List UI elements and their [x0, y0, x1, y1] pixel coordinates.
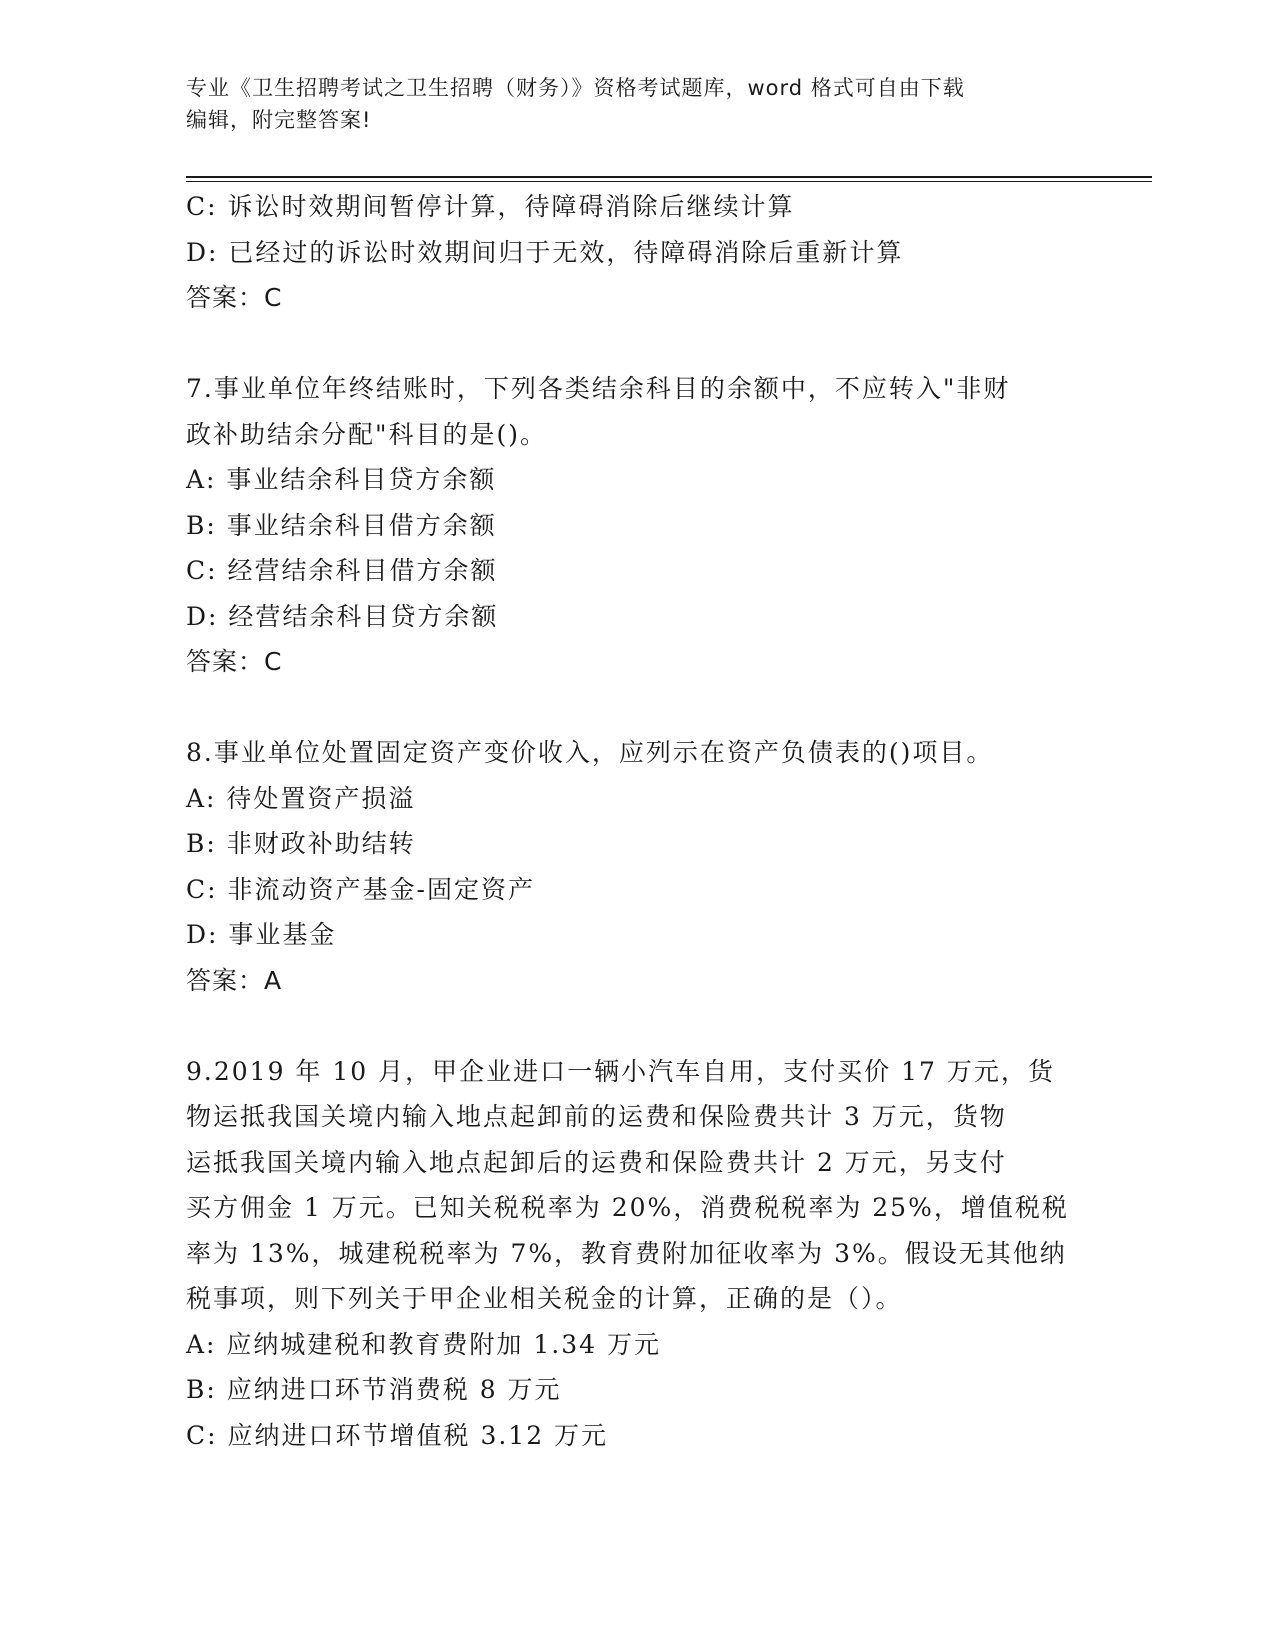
option-c: C: 经营结余科目借方余额	[186, 556, 498, 585]
option-c: C: 应纳进口环节增值税 3.12 万元	[186, 1420, 609, 1450]
question-stem: 率为 13%，城建税税率为 7%，教育费附加征收率为 3%。假设无其他纳	[186, 1238, 1067, 1268]
question-stem: 9.2019 年 10 月，甲企业进口一辆小汽车自用，支付买价 17 万元，货	[186, 1056, 1055, 1086]
question-stem: 7.事业单位年终结账时，下列各类结余科目的余额中，不应转入"非财	[186, 374, 1011, 403]
option-a: A: 应纳城建税和教育费附加 1.34 万元	[186, 1329, 661, 1359]
question-stem: 政补助结余分配"科目的是()。	[186, 419, 548, 449]
question-9	[186, 1049, 1069, 1459]
question-6-tail	[186, 184, 1066, 321]
question-stem: 物运抵我国关境内输入地点起卸前的运费和保险费共计 3 万元，货物	[186, 1102, 1007, 1131]
question-list	[186, 184, 1069, 1458]
question-stem: 8.事业单位处置固定资产变价收入，应列示在资产负债表的()项目。	[186, 738, 994, 767]
question-stem: 运抵我国关境内输入地点起卸后的运费和保险费共计 2 万元，另支付	[186, 1147, 1007, 1177]
option-d: D: 已经过的诉讼时效期间归于无效，待障碍消除后重新计算	[186, 237, 904, 267]
header-divider-thin	[186, 181, 1152, 182]
option-c: C: 诉讼时效期间暂停计算，待障碍消除后继续计算	[186, 192, 795, 221]
option-d: D: 经营结余科目贷方余额	[186, 601, 499, 631]
answer: 答案：A	[186, 965, 283, 995]
option-b: B: 应纳进口环节消费税 8 万元	[186, 1375, 562, 1404]
spacer	[186, 685, 1066, 731]
option-b: B: 事业结余科目借方余额	[186, 510, 497, 540]
question-7	[186, 366, 1066, 685]
document-header	[186, 72, 1066, 136]
header-divider-thick	[186, 176, 1152, 178]
answer: 答案：C	[186, 283, 283, 312]
question-stem: 买方佣金 1 万元。已知关税税率为 20%，消费税税率为 25%，增值税税	[186, 1193, 1069, 1222]
option-c: C: 非流动资产基金-固定资产	[186, 874, 535, 904]
header-line-1: 专业《卫生招聘考试之卫生招聘（财务）》资格考试题库，word 格式可自由下载	[186, 76, 965, 100]
option-a: A: 待处置资产损溢	[186, 783, 416, 813]
option-d: D: 事业基金	[186, 920, 337, 949]
spacer	[186, 1003, 1066, 1049]
answer: 答案：C	[186, 647, 283, 676]
question-8	[186, 730, 1066, 1003]
header-line-2: 编辑，附完整答案!	[186, 108, 372, 132]
option-b: B: 非财政补助结转	[186, 829, 416, 858]
option-a: A: 事业结余科目贷方余额	[186, 465, 497, 494]
spacer	[186, 321, 1066, 367]
question-stem: 税事项，则下列关于甲企业相关税金的计算，正确的是（）。	[186, 1284, 903, 1313]
